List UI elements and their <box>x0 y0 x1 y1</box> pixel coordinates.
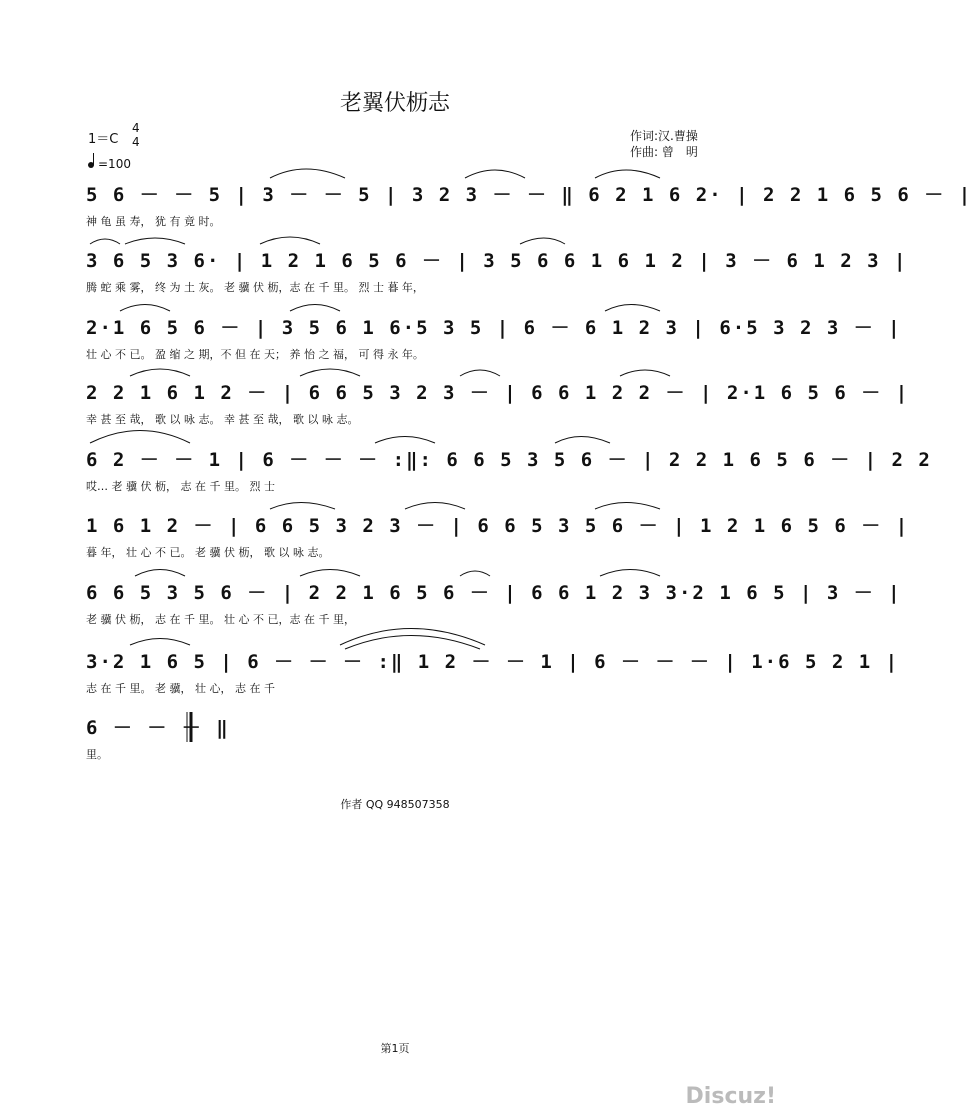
lyrics-line: 老 骥 伏 枥， 志 在 千 里。 壮 心 不 已，志 在 千 里， <box>86 613 355 626</box>
slur-arc <box>260 237 320 244</box>
notation-line: 6 － － － ‖ <box>86 717 230 739</box>
notation-line: 2·1 6 5 6 － | 3 5 6 1 6·5 3 5 | 6 － 6 1 2 3 | 6·5 3 2 3 － | <box>86 317 902 339</box>
notation-line: 6 6 5 3 5 6 － | 2 2 1 6 5 6 － | 6 6 1 2 3 3·2 1 6 5 | 3 － | <box>86 582 902 604</box>
slur-arc <box>125 238 185 244</box>
slur-arc <box>290 305 340 312</box>
lyrics-line: 哎… 老 骥 伏 枥， 志 在 千 里。 烈 士 <box>86 480 275 493</box>
lyrics-line: 幸 甚 至 哉， 歌 以 咏 志。 幸 甚 至 哉， 歌 以 咏 志。 <box>86 413 359 426</box>
slur-arc <box>595 503 660 510</box>
notation-line: 5 6 － － 5 | 3 － － 5 | 3 2 3 － － ‖ 6 2 1 6 2· | 2 2 1 6 5 6 － | <box>86 184 972 206</box>
slur-arc <box>605 305 660 312</box>
lyrics-line: 神 龟 虽 寿， 犹 有 竟 时。 <box>86 215 221 228</box>
slur-arc <box>270 169 345 178</box>
lyrics-line: 壮 心 不 已。 盈 缩 之 期，不 但 在 天； 养 怡 之 福， 可 得 永 年。 <box>86 348 424 361</box>
author-contact: 作者 QQ 948507358 <box>340 798 450 811</box>
notation-line: 3 6 5 3 6· | 1 2 1 6 5 6 － | 3 5 6 6 1 6 1 2 | 3 － 6 1 2 3 | <box>86 250 908 272</box>
notation-line: 1 6 1 2 － | 6 6 5 3 2 3 － | 6 6 5 3 5 6 － | 1 2 1 6 5 6 － | <box>86 515 910 537</box>
lyrics-line: 暮 年， 壮 心 不 已。 老 骥 伏 枥， 歌 以 咏 志。 <box>86 546 330 559</box>
slur-arc <box>90 239 120 244</box>
slur-arc <box>460 370 500 376</box>
tempo-value: =100 <box>98 157 131 171</box>
slur-arc <box>600 570 660 577</box>
slur-arc <box>300 369 360 376</box>
slur-arc <box>120 305 170 312</box>
meter-bottom: 4 <box>132 135 140 149</box>
slur-arc <box>90 431 190 444</box>
slur-arc <box>375 437 435 444</box>
slur-arc <box>135 570 185 577</box>
slur-arc <box>460 571 490 576</box>
slur-arc <box>270 503 335 510</box>
song-title: 老翼伏枥志 <box>339 91 450 116</box>
notation-line: 6 2 － － 1 | 6 － － － :‖: 6 6 5 3 5 6 － | 2 2 1 6 5 6 － | 2 2 <box>86 449 932 471</box>
slur-arc <box>130 369 190 376</box>
slur-arc <box>405 503 465 510</box>
slur-arc <box>300 570 360 577</box>
slur-arc <box>595 170 660 178</box>
notation-line: 2 2 1 6 1 2 － | 6 6 5 3 2 3 － | 6 6 1 2 2 － | 2·1 6 5 6 － | <box>86 382 910 404</box>
slur-arc <box>620 370 670 376</box>
key-signature: 1＝C <box>88 132 119 147</box>
lyrics-line: 腾 蛇 乘 雾， 终 为 土 灰。 老 骥 伏 枥，志 在 千 里。 烈 士 暮 年， <box>86 281 424 294</box>
slur-arc <box>345 636 480 650</box>
notation-line: 3·2 1 6 5 | 6 － － － :‖ 1 2 － － 1 | 6 － － － | 1·6 5 2 1 | <box>86 651 900 673</box>
page-number: 第1页 <box>380 1042 410 1055</box>
lyricist: 作词:汉.曹操 <box>630 129 698 143</box>
watermark-logo: Discuz! <box>685 1084 776 1109</box>
composer: 作曲: 曾 明 <box>630 145 698 159</box>
lyrics-line: 志 在 千 里。 老 骥， 壮 心， 志 在 千 <box>86 682 275 695</box>
slur-arc <box>465 170 525 178</box>
slur-arc <box>520 238 565 244</box>
lyrics-line: 里。 <box>86 748 108 761</box>
meter-top: 4 <box>132 121 140 135</box>
slur-arc <box>555 437 610 444</box>
slur-arc <box>130 639 190 646</box>
